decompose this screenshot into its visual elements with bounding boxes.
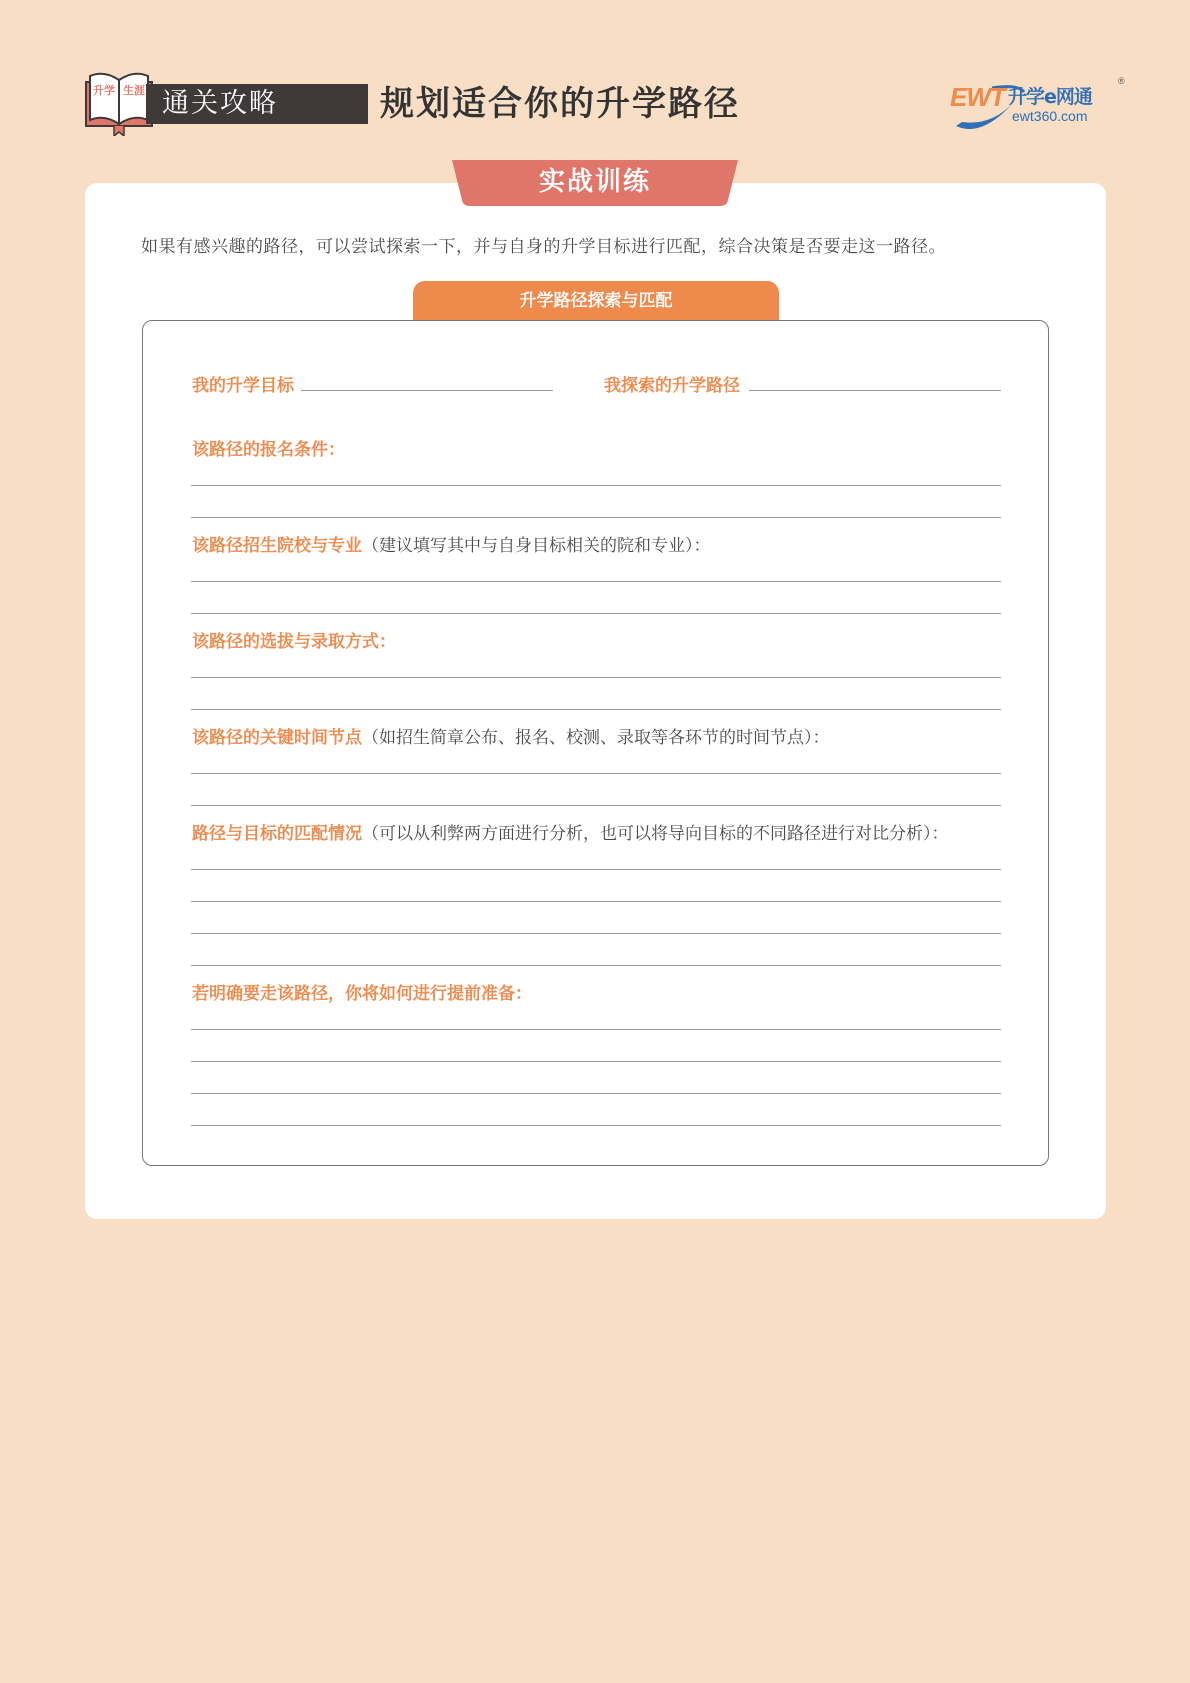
match-label-note: （可以从利弊两方面进行分析，也可以将导向目标的不同路径进行对比分析）：: [362, 824, 949, 844]
page-header: [84, 68, 1125, 136]
selection-line-2[interactable]: [191, 709, 1001, 710]
path-input-line[interactable]: [749, 390, 1001, 391]
conditions-label: 该路径的报名条件：: [192, 440, 345, 460]
timeline-label-note: （如招生简章公布、报名、校测、录取等各环节的时间节点）：: [362, 728, 830, 748]
match-line-3[interactable]: [191, 933, 1001, 934]
schools-line-1[interactable]: [191, 581, 1001, 582]
worksheet-form: [142, 320, 1049, 1166]
conditions-line-1[interactable]: [191, 485, 1001, 486]
logo-url: ewt360.com: [1012, 108, 1088, 124]
goal-label: 我的升学目标: [192, 376, 294, 396]
logo-brand: EWT: [950, 82, 1005, 112]
open-book-icon: [84, 68, 154, 136]
goal-input-line[interactable]: [301, 390, 553, 391]
schools-label-note: （建议填写其中与自身目标相关的院和专业）：: [362, 536, 711, 556]
conditions-line-2[interactable]: [191, 517, 1001, 518]
match-label: [192, 819, 949, 844]
timeline-label-main: 该路径的关键时间节点: [192, 728, 362, 748]
prepare-line-2[interactable]: [191, 1061, 1001, 1062]
prepare-label: 若明确要走该路径，你将如何进行提前准备：: [192, 984, 532, 1004]
timeline-label: [192, 723, 830, 748]
book-line-2: 生涯: [123, 84, 145, 97]
timeline-line-2[interactable]: [191, 805, 1001, 806]
match-label-main: 路径与目标的匹配情况: [192, 824, 362, 844]
ewt-logo: [950, 76, 1125, 134]
prepare-line-3[interactable]: [191, 1093, 1001, 1094]
schools-label: [192, 531, 711, 556]
intro-text: 如果有感兴趣的路径，可以尝试探索一下，并与自身的升学目标进行匹配，综合决策是否要走这一路径。: [141, 237, 946, 257]
logo-registered-mark: ®: [1118, 76, 1125, 86]
practice-banner: [452, 160, 738, 206]
prepare-line-4[interactable]: [191, 1125, 1001, 1126]
section-title: 升学路径探索与匹配: [413, 281, 779, 321]
timeline-line-1[interactable]: [191, 773, 1001, 774]
logo-name: 升学e网通: [1008, 86, 1092, 108]
prepare-line-1[interactable]: [191, 1029, 1001, 1030]
book-line-1: 升学: [93, 84, 115, 97]
banner-label: 实战训练: [538, 167, 651, 197]
schools-line-2[interactable]: [191, 613, 1001, 614]
section-tag: 通关攻略: [146, 84, 368, 124]
match-line-1[interactable]: [191, 869, 1001, 870]
selection-line-1[interactable]: [191, 677, 1001, 678]
schools-label-main: 该路径招生院校与专业: [192, 536, 362, 556]
match-line-4[interactable]: [191, 965, 1001, 966]
page-title: 规划适合你的升学路径: [380, 84, 740, 124]
selection-label: 该路径的选拔与录取方式：: [192, 632, 396, 652]
match-line-2[interactable]: [191, 901, 1001, 902]
path-label: 我探索的升学路径: [604, 376, 740, 396]
